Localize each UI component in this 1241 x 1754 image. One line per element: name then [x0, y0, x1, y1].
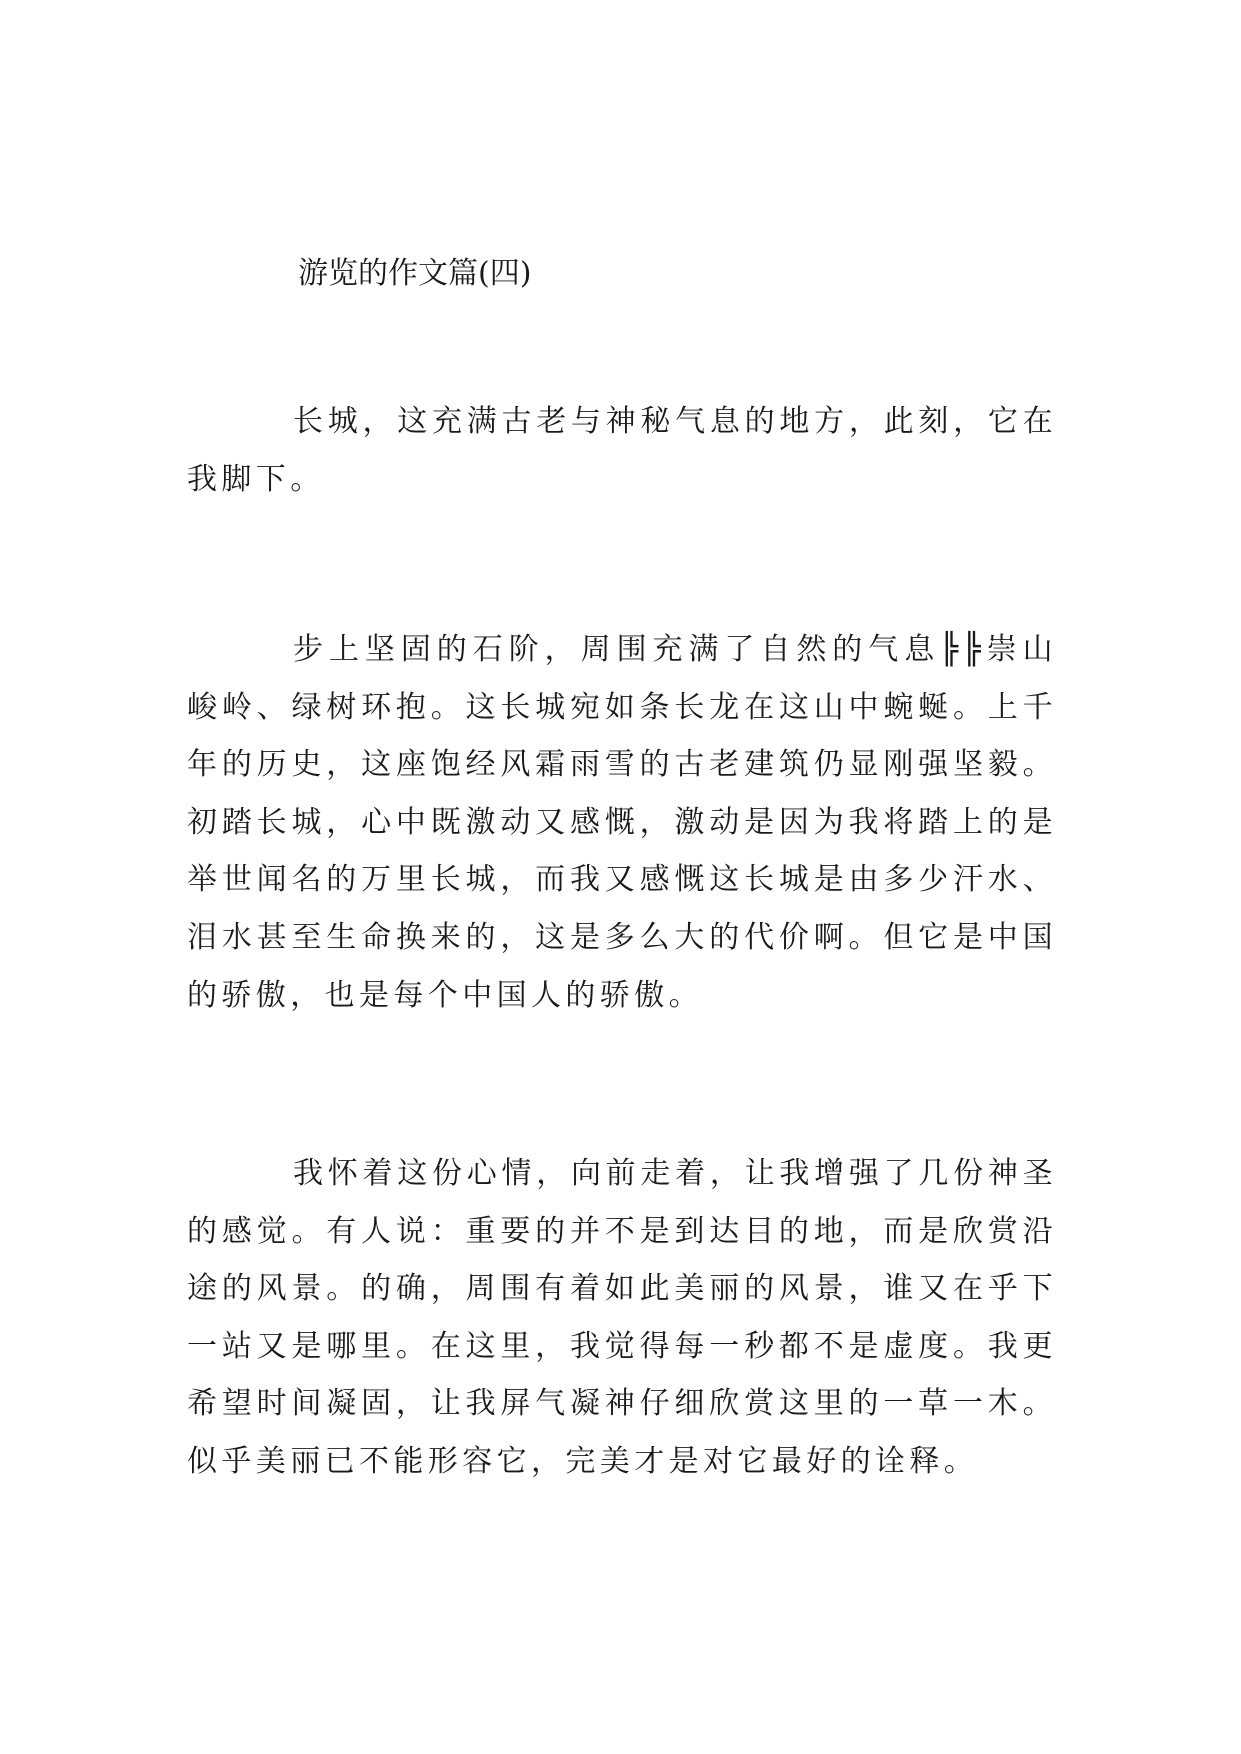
paragraph-1: 长城，这充满古老与神秘气息的地方，此刻，它在我脚下。 — [187, 404, 1057, 497]
paragraph-2: 步上坚固的石阶，周围充满了自然的气息╠╠崇山峻岭、绿树环抱。这长城宛如条长龙在这山中蜿蜒。上千年的历史，这座饱经风霜雨雪的古老建筑仍显刚强坚毅。初踏长城，心中既激动又感慨，激动是因为我将踏上的是举世闻名的万里长城，而我又感慨这长城是由多少汗水、泪水甚至生命换来的，这是多么大的代价啊。但它是中国的骄傲，也是每个中国人的骄傲。 — [187, 632, 1057, 1013]
paragraph-3: 我怀着这份心情，向前走着，让我增强了几份神圣的感觉。有人说：重要的并不是到达目的地，而是欣赏沿途的风景。的确，周围有着如此美丽的风景，谁又在乎下一站又是哪里。在这里，我觉得每一秒都不是虚度。我更希望时间凝固，让我屏气凝神仔细欣赏这里的一草一木。似乎美丽已不能形容它，完美才是对它最好的诠释。 — [187, 1156, 1057, 1479]
document-title: 游览的作文篇(四) — [298, 256, 532, 291]
